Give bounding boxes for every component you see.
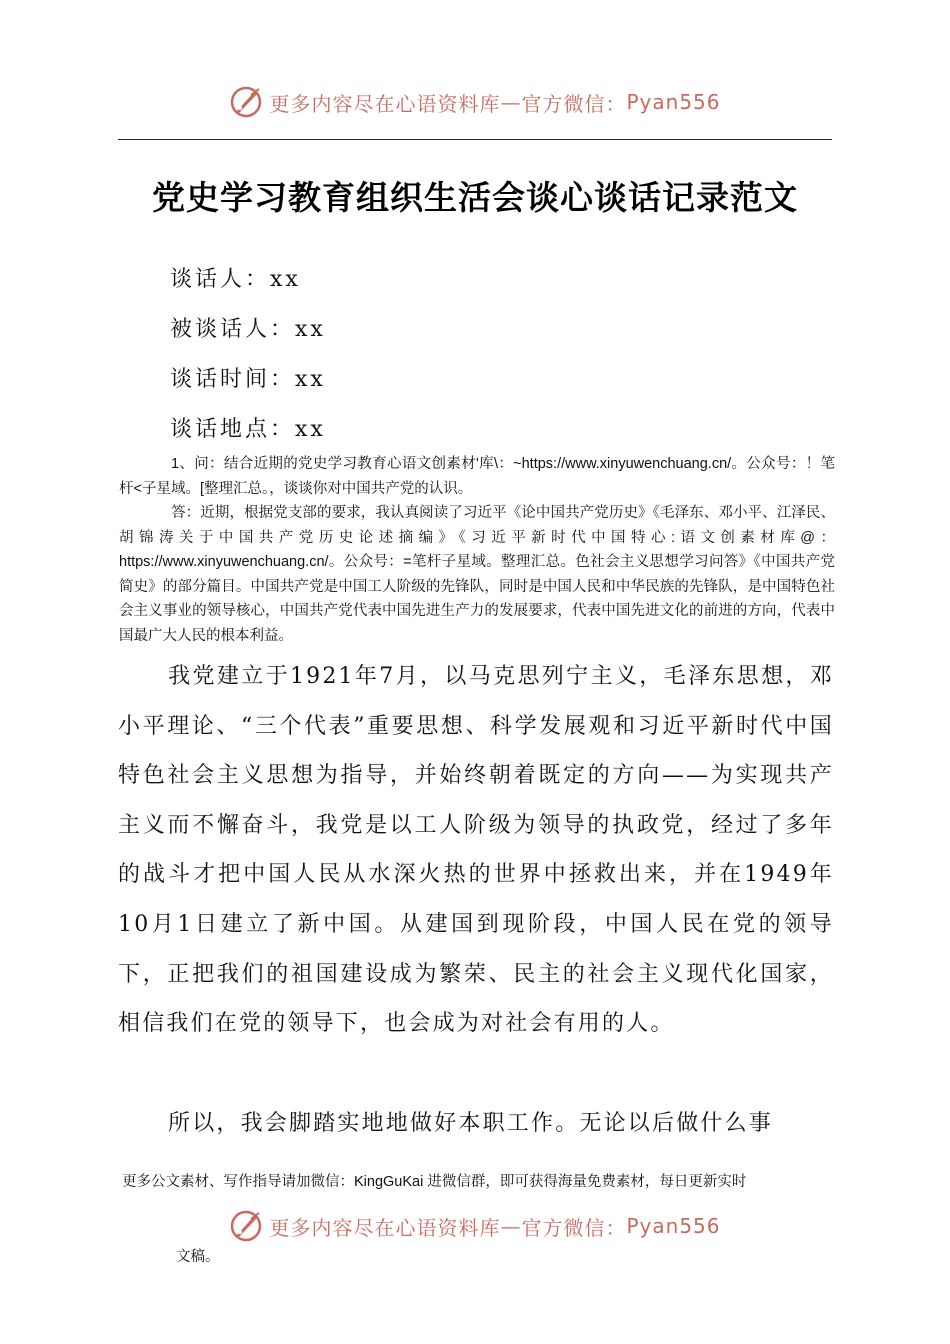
banner-wechat-id: Pyan556 [626,90,721,114]
document-title: 党史学习教育组织生活会谈心谈话记录范文 [152,178,798,217]
header-watermark-banner [0,82,950,122]
banner-separator: — [500,1214,522,1238]
footer-watermark-banner [0,1206,950,1246]
question-paragraph [119,452,835,501]
question-text: 1、问：结合近期的党史学习教育心语文创素材'库\：~https://www.xinyuwenchuang.cn/。公众号：！笔杆<子星域。[整理汇总。，谈谈你对中国共产党的认识。 [119,456,835,497]
footer-tail: 文稿。 [176,1249,220,1265]
banner-main-text: 更多内容尽在心语资料库 [269,91,501,116]
meta-time: 谈话时间：xx [170,367,326,392]
banner-separator: — [500,90,522,114]
quill-seal-logo-icon [229,1209,263,1243]
meta-talker: 谈话人：xx [170,267,301,292]
banner-label: 官方微信： [521,1215,627,1240]
body-paragraph-2 [118,1099,834,1149]
body-paragraph-2-text: 所以，我会脚踏实地地做好本职工作。无论以后做什么事 [168,1111,774,1136]
body-paragraph-1 [118,652,834,1049]
quill-seal-logo-icon [229,85,263,119]
footer-note: 更多公文素材、写作指导请加微信：KingGuKai 进微信群，即可获得海量免费素材，每日更新实时 [122,1174,747,1190]
header-rule [118,139,832,140]
banner-wechat-id: Pyan556 [626,1214,721,1238]
meta-place: 谈话地点：xx [170,417,326,442]
meta-interviewee: 被谈话人：xx [170,317,326,342]
banner-main-text: 更多内容尽在心语资料库 [269,1215,501,1240]
answer-text: 答：近期，根据党支部的要求，我认真阅读了习近平《论中国共产党历史》《毛泽东、邓小平、江泽民、胡锦涛关于中国共产党历史论述摘编》《习近平新时代中国特心:语文创素材库@：https://www.xinyuwenchuang.cn/。公众号：=笔杆子星域。整理汇总。色社会主义思想学习问答》《中国共产党简史》的部分篇目。中国共产党是中国工人阶级的先锋队，同时是中国人民和中华民族的先锋队，是中国特色社会主义事业的领导核心，中国共产党代表中国先进生产力的发展要求，代表中国先进文化的前进的方向，代表中国最广大人民的根本利益。 [119,505,835,644]
body-paragraph-1-text: 我党建立于1921年7月，以马克思列宁主义，毛泽东思想，邓小平理论、“三个代表”重要思想、科学发展观和习近平新时代中国特色社会主义思想为指导，并始终朝着既定的方向——为实现共产主义而不懈奋斗，我党是以工人阶级为领导的执政党，经过了多年的战斗才把中国人民从水深火热的世界中拯救出来，并在1949年10月1日建立了新中国。从建国到现阶段，中国人民在党的领导下，正把我们的祖国建设成为繁荣、民主的社会主义现代化国家，相信我们在党的领导下，也会成为对社会有用的人。 [118,664,834,1037]
answer-paragraph [119,501,835,648]
banner-label: 官方微信： [521,91,627,116]
